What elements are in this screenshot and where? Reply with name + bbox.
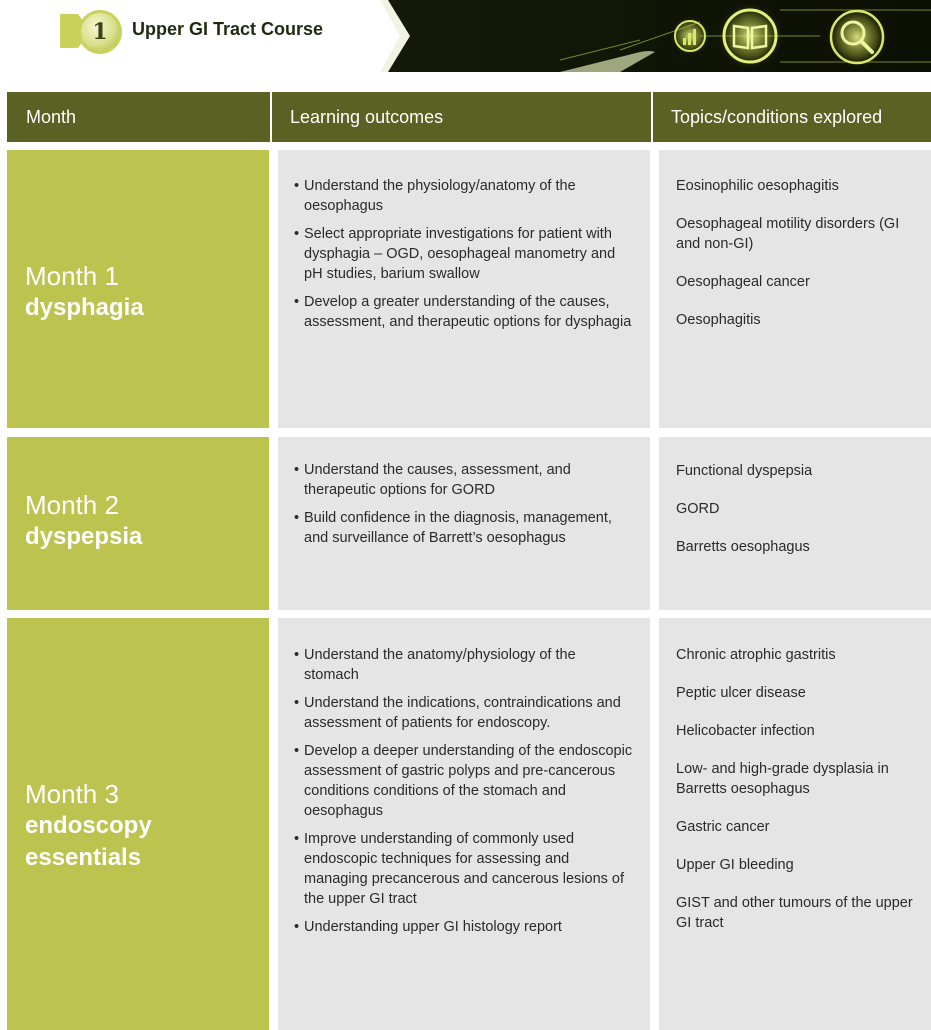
table-row (7, 618, 931, 1030)
list-item: Peptic ulcer disease (676, 685, 806, 701)
learning-outcomes-cell (278, 150, 650, 428)
header-month: Month (26, 107, 77, 127)
list-item: Upper GI bleeding (676, 857, 794, 873)
header-learning-outcomes: Learning outcomes (290, 107, 444, 127)
list-item: Oesophageal motility disorders (GI and non-GI) (676, 216, 900, 252)
topics-list (676, 176, 926, 348)
header-topics: Topics/conditions explored (671, 107, 883, 127)
list-item: Eosinophilic oesophagitis (676, 178, 839, 194)
table-row (7, 150, 931, 428)
list-item: GIST and other tumours of the upper GI tract (676, 895, 913, 931)
month-cell (7, 150, 269, 428)
list-item: • Build confidence in the diagnosis, management, and surveillance of Barrett’s oesophagus (294, 508, 634, 548)
list-item: • Understand the anatomy/physiology of the stomach (294, 645, 634, 685)
list-item: Functional dyspepsia (676, 463, 813, 479)
learning-outcomes-cell (278, 618, 650, 1030)
header-divider (270, 92, 272, 142)
list-item: Barretts oesophagus (676, 539, 810, 555)
book-icon (712, 0, 788, 72)
outcomes-list (294, 645, 634, 945)
table-header (7, 92, 931, 142)
month-number: Month 3 (25, 779, 119, 809)
list-item: • Understanding upper GI histology report (294, 917, 634, 937)
topics-cell (659, 618, 931, 1030)
bar-chart-icon (668, 14, 712, 58)
list-item: • Understand the causes, assessment, and therapeutic options for GORD (294, 460, 634, 500)
table-row (7, 437, 931, 610)
list-item: Helicobacter infection (676, 723, 815, 739)
list-item: Oesophageal cancer (676, 274, 810, 290)
list-item: Chronic atrophic gastritis (676, 647, 836, 663)
course-banner (0, 0, 931, 72)
topics-cell (659, 437, 931, 610)
course-title: Upper GI Tract Course (132, 19, 324, 39)
list-item: • Develop a greater understanding of the causes, assessment, and therapeutic options for dysphagia (294, 292, 634, 332)
month-cell (7, 437, 269, 610)
magnifier-icon (822, 2, 892, 72)
list-item: Low- and high-grade dysplasia in Barretts oesophagus (676, 761, 889, 797)
topics-list (676, 645, 926, 951)
topics-list (676, 461, 926, 575)
list-item: • Improve understanding of commonly used endoscopic techniques for assessing and managing precancerous and cancerous lesions of the upper GI tract (294, 829, 634, 909)
month-name: dyspepsia (25, 523, 143, 550)
list-item: Oesophagitis (676, 312, 761, 328)
list-item: • Understand the indications, contraindications and assessment of patients for endoscopy. (294, 693, 634, 733)
month-name: endoscopy essentials (25, 812, 152, 871)
course-number-badge: 1 (78, 10, 122, 54)
month-number: Month 1 (25, 261, 119, 291)
month-name: dysphagia (25, 294, 144, 321)
topics-cell (659, 150, 931, 428)
list-item: • Develop a deeper understanding of the endoscopic assessment of gastric polyps and pre-cancerous conditions conditions of the stomach and oesophagus (294, 741, 634, 821)
list-item: • Understand the physiology/anatomy of the oesophagus (294, 176, 634, 216)
month-number: Month 2 (25, 490, 119, 520)
learning-outcomes-cell (278, 437, 650, 610)
month-heading (25, 489, 142, 553)
month-heading (25, 778, 255, 874)
list-item: • Select appropriate investigations for patient with dysphagia – OGD, oesophageal manometry and pH studies, barium swallow (294, 224, 634, 284)
month-cell (7, 618, 269, 1030)
outcomes-list (294, 460, 634, 556)
list-item: Gastric cancer (676, 819, 770, 835)
list-item: GORD (676, 501, 720, 517)
header-divider (651, 92, 653, 142)
month-heading (25, 260, 144, 324)
outcomes-list (294, 176, 634, 340)
